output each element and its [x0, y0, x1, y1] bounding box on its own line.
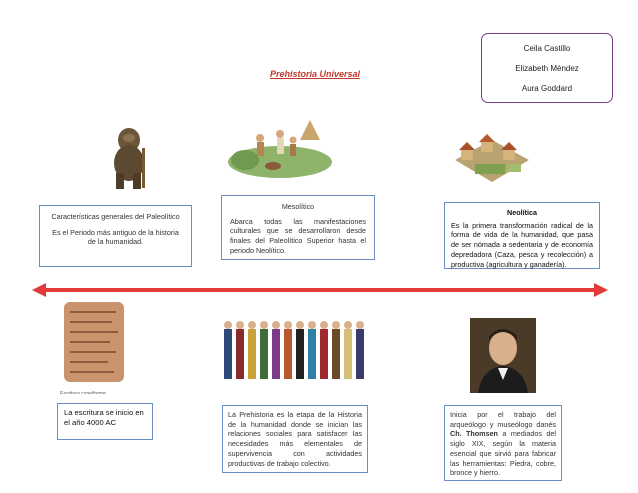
definition-box — [222, 405, 368, 473]
neolithic-box — [444, 202, 600, 269]
thomsen-text-before: Inicia por el trabajo del arqueólogo y museólogo danés — [450, 410, 556, 429]
mesolithic-heading: Mesolítico — [281, 202, 315, 211]
paleolithic-text: Es el Periodo más antiguo de la historia de la humanidad. — [52, 227, 179, 247]
thomsen-portrait-image — [470, 318, 536, 393]
cuneiform-tablet-image — [60, 300, 128, 394]
paleolithic-box — [39, 205, 192, 267]
thomsen-name: Ch. Thomsen — [450, 429, 498, 439]
neolithic-village-image — [451, 120, 533, 188]
author-name: Elizabeth Méndez — [515, 63, 579, 73]
timeline-arrow-right-icon — [594, 283, 608, 297]
thomsen-text — [450, 410, 556, 478]
thomsen-box — [444, 405, 562, 481]
historical-figures-image — [220, 315, 370, 391]
authors-box — [481, 33, 613, 103]
timeline-arrow-left-icon — [32, 283, 46, 297]
tablet-caption: Escritura cuneiforme — [60, 391, 106, 394]
neolithic-heading: Neolítica — [507, 208, 537, 217]
neolithic-text: Es la primera transformación radical de la forma de vida de la humanidad, que pasa de ser nómada a sedentaria y de economía depredadora (Caza, pesca y recolección) a productiva (agricultura y ganadería). — [451, 220, 593, 269]
page-title: Prehistoria Universal — [270, 69, 361, 79]
timeline-line — [44, 288, 595, 292]
author-name: Ceila Castillo — [523, 43, 571, 53]
writing-box — [57, 403, 153, 440]
writing-text: La escritura se inicio en el año 4000 AC — [64, 408, 144, 428]
mesolithic-box — [221, 195, 375, 260]
mesolithic-text: Abarca todas las manifestaciones culturales que se desarrollaron desde finales del Paleolítico Superior hasta el periodo Neolítico. — [230, 216, 366, 255]
paleolithic-heading: Características generales del Paleolítico — [51, 212, 180, 221]
definition-text: La Prehistoria es la etapa de la Historia de la humanidad donde se inician las relaciones sociales para satisfacer las necesidades más elementales de supervivencia con actividades productivas de trabajo colectivo. — [228, 410, 362, 468]
mesolithic-scene-image — [225, 100, 335, 185]
thomsen-text-after: a mediados del siglo XIX, según la materia esencial que sirvió para fabricar las herramientas: Piedra, cobre, bronce y hierro. — [450, 429, 556, 478]
caveman-image — [96, 118, 166, 190]
author-name: Aura Goddard — [521, 83, 573, 93]
